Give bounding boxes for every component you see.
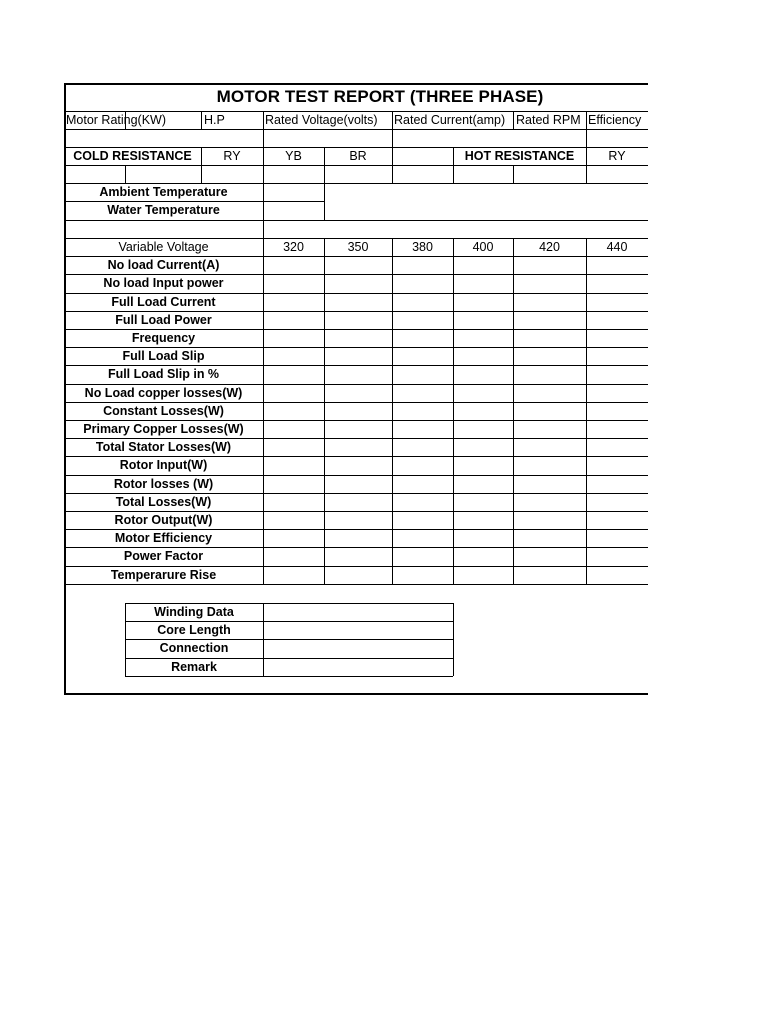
cell-divider <box>586 165 587 183</box>
table-row-label: No Load copper losses(W) <box>84 385 243 400</box>
table-column-divider <box>263 238 264 584</box>
table-column-divider <box>392 238 393 584</box>
variable-voltage-label: Variable Voltage <box>118 240 209 254</box>
table-column-divider <box>513 238 514 584</box>
efficiency-label: Efficiency <box>588 113 642 127</box>
hot-resistance-label: HOT RESISTANCE <box>464 149 575 163</box>
cell-divider <box>586 129 587 147</box>
row-border <box>64 165 648 166</box>
cell-divider <box>324 183 325 220</box>
table-column-divider <box>453 238 454 584</box>
row-border <box>64 584 648 585</box>
winding-row-label: Winding Data <box>154 605 234 619</box>
header-divider <box>513 111 514 129</box>
header-divider <box>201 111 202 129</box>
table-row-label: Constant Losses(W) <box>103 403 224 418</box>
table-row-label: Full Load Current <box>111 294 216 309</box>
cell-divider <box>125 165 126 183</box>
ambient-temperature-label: Ambient Temperature <box>99 185 228 199</box>
header-divider <box>392 111 393 129</box>
voltage-value: 320 <box>283 240 304 254</box>
table-row-label: Rotor Output(W) <box>114 513 213 527</box>
table-column-divider <box>324 238 325 584</box>
table-row-label: Frequency <box>131 331 196 345</box>
row-border <box>64 220 648 221</box>
winding-row-label: Connection <box>159 641 229 656</box>
cold-br-label: BR <box>349 149 367 163</box>
motor-rating-label: Motor Rating(KW) <box>66 113 167 127</box>
table-row-label: Power Factor <box>123 549 204 564</box>
table-row-label: Full Load Power <box>115 312 212 327</box>
cell-divider <box>392 129 393 147</box>
winding-table-right-border <box>453 603 454 676</box>
voltage-value: 440 <box>606 240 628 254</box>
table-row-label: Primary Copper Losses(W) <box>83 422 244 436</box>
rated-current-label: Rated Current(amp) <box>394 113 506 127</box>
header-divider <box>586 111 587 129</box>
cold-resistance-label: COLD RESISTANCE <box>73 149 192 163</box>
cold-yb-label: YB <box>285 149 302 163</box>
voltage-value: 350 <box>347 240 369 254</box>
voltage-value: 380 <box>412 240 433 254</box>
cell-divider <box>125 111 126 129</box>
winding-row-label: Remark <box>171 659 217 674</box>
table-row-label: No load Input power <box>103 276 224 291</box>
cold-ry-label: RY <box>223 149 241 163</box>
cell-divider <box>392 147 393 165</box>
header-divider <box>263 111 264 129</box>
table-column-divider <box>586 238 587 584</box>
winding-row-label: Core Length <box>157 623 231 638</box>
water-temperature-label: Water Temperature <box>107 203 220 217</box>
report-title: MOTOR TEST REPORT (THREE PHASE) <box>216 87 544 106</box>
voltage-value: 420 <box>539 240 560 254</box>
cell-divider <box>263 183 264 220</box>
cell-divider <box>453 165 454 183</box>
cell-divider <box>263 129 264 147</box>
table-row-label: Full Load Slip <box>122 349 205 364</box>
cell-divider <box>324 165 325 183</box>
cell-divider <box>513 165 514 183</box>
table-row-label: Total Losses(W) <box>115 494 212 509</box>
cell-divider <box>263 220 264 238</box>
cell-divider <box>201 165 202 183</box>
cell-divider <box>263 165 264 183</box>
table-row-label: Motor Efficiency <box>114 531 213 546</box>
table-row-label: Temperarure Rise <box>110 567 217 582</box>
table-row-label: No load Current(A) <box>107 258 220 273</box>
hot-ry-label: RY <box>608 149 626 163</box>
cell-divider <box>392 165 393 183</box>
table-row-label: Rotor Input(W) <box>119 458 208 473</box>
rated-rpm-label: Rated RPM <box>516 113 581 127</box>
hp-label: H.P <box>204 113 225 127</box>
table-row-label: Full Load Slip in % <box>107 367 220 382</box>
voltage-value: 400 <box>472 240 494 254</box>
rated-voltage-label: Rated Voltage(volts) <box>265 113 378 127</box>
header-row-bottom-border <box>64 129 648 130</box>
table-row-label: Rotor losses (W) <box>113 476 214 491</box>
row-border <box>125 676 453 677</box>
table-row-label: Total Stator Losses(W) <box>95 440 232 455</box>
